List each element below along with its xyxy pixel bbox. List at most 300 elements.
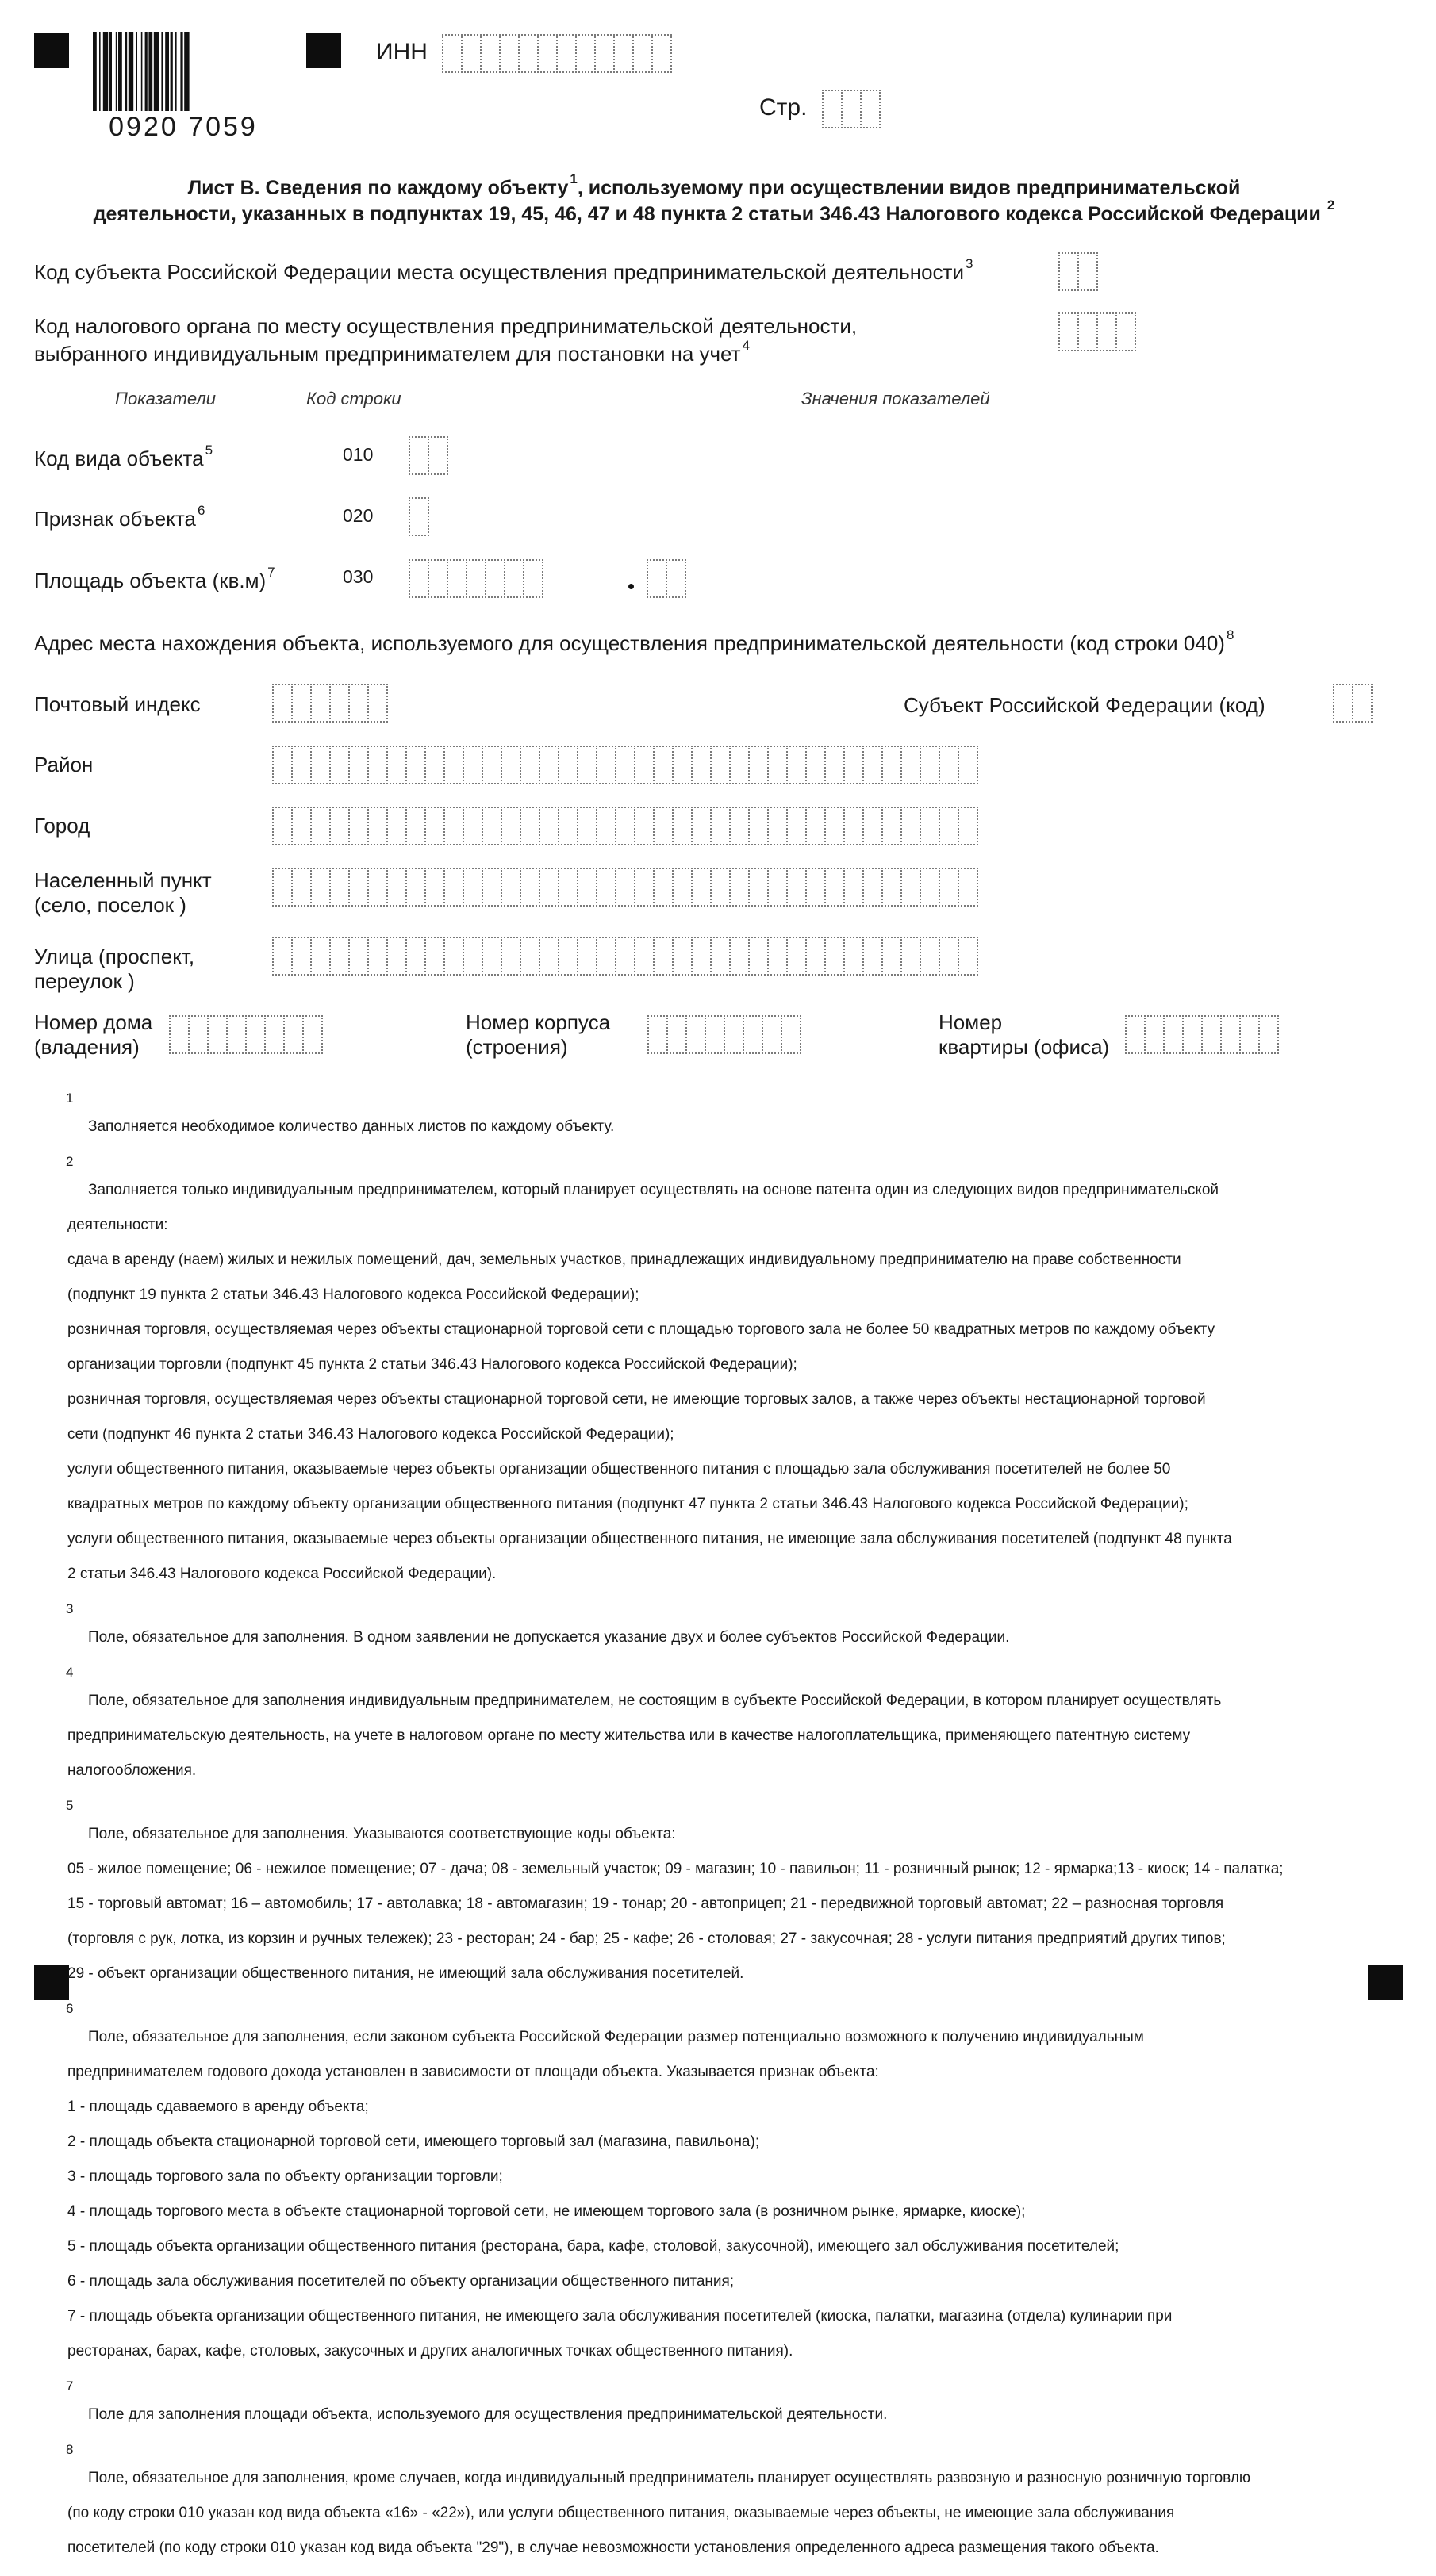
- input-cell[interactable]: [501, 868, 521, 907]
- input-cell[interactable]: [920, 937, 940, 976]
- inn-label: ИНН: [376, 39, 428, 65]
- building-number-label: Номер корпуса (строения): [466, 1010, 611, 1059]
- input-cell[interactable]: [501, 746, 521, 784]
- input-cell[interactable]: [958, 746, 978, 784]
- input-cell[interactable]: [805, 746, 826, 784]
- postal-index-cells[interactable]: [272, 684, 386, 723]
- barcode-bar: [154, 32, 159, 111]
- input-cell[interactable]: [824, 868, 845, 907]
- footnote-number: 1: [66, 1091, 74, 1106]
- input-cell[interactable]: [329, 868, 350, 907]
- input-cell[interactable]: [1220, 1015, 1241, 1054]
- footnote: [66, 2001, 1408, 2378]
- input-cell[interactable]: [520, 807, 540, 845]
- input-cell[interactable]: [169, 1015, 190, 1054]
- input-cell[interactable]: [1058, 312, 1079, 351]
- address-region-label: Субъект Российской Федерации (код): [904, 693, 1265, 717]
- input-cell[interactable]: [443, 746, 464, 784]
- footnote: [66, 1601, 1408, 1664]
- region-code-cells[interactable]: [1058, 252, 1096, 291]
- input-cell[interactable]: [348, 746, 369, 784]
- footnotes: [66, 1091, 1408, 2576]
- input-cell[interactable]: [386, 937, 407, 976]
- input-cell[interactable]: [672, 868, 693, 907]
- input-cell[interactable]: [596, 937, 616, 976]
- input-cell[interactable]: [786, 746, 807, 784]
- settlement-cells[interactable]: [272, 868, 977, 907]
- input-cell[interactable]: [501, 807, 521, 845]
- input-cell[interactable]: [841, 90, 862, 128]
- input-cell[interactable]: [1352, 684, 1373, 723]
- input-cell[interactable]: [310, 937, 331, 976]
- input-cell[interactable]: [539, 937, 559, 976]
- input-cell[interactable]: [226, 1015, 247, 1054]
- input-cell[interactable]: [805, 807, 826, 845]
- footnote-text: Поле, обязательное для заполнения индивидуальным предпринимателем, не состоящим в субъекте Российской Федерации, в котором планирует осуществлять предпринимательскую деятельность, на учете в налоговом органе по месту жительства или в качестве налогоплательщика, применяющего патентную систему налогообложения.: [67, 1692, 1222, 1779]
- footnote: [66, 1154, 1408, 1600]
- street-cells[interactable]: [272, 937, 977, 976]
- barcode-bar: [180, 32, 182, 111]
- input-cell[interactable]: [575, 34, 596, 73]
- input-cell[interactable]: [647, 559, 667, 598]
- barcode-bar: [184, 32, 189, 111]
- input-cell[interactable]: [647, 1015, 668, 1054]
- input-cell[interactable]: [691, 937, 712, 976]
- input-cell[interactable]: [634, 937, 655, 976]
- input-cell[interactable]: [367, 746, 388, 784]
- input-cell[interactable]: [463, 868, 483, 907]
- input-cell[interactable]: [613, 34, 634, 73]
- input-cell[interactable]: [862, 807, 883, 845]
- input-cell[interactable]: [577, 868, 597, 907]
- input-cell[interactable]: [348, 937, 369, 976]
- input-cell[interactable]: [939, 937, 959, 976]
- object-type-cells[interactable]: [409, 436, 447, 475]
- input-cell[interactable]: [537, 34, 558, 73]
- barcode-bar: [145, 32, 148, 111]
- input-cell[interactable]: [805, 868, 826, 907]
- input-cell[interactable]: [1258, 1015, 1279, 1054]
- input-cell[interactable]: [786, 937, 807, 976]
- object-area-code: 030: [343, 566, 374, 587]
- input-cell[interactable]: [920, 807, 940, 845]
- input-cell[interactable]: [805, 937, 826, 976]
- object-sign-cells[interactable]: [409, 497, 428, 536]
- input-cell[interactable]: [310, 684, 331, 723]
- input-cell[interactable]: [424, 868, 445, 907]
- postal-index-label: Почтовый индекс: [34, 692, 201, 716]
- footnote-text: Поле, обязательное для заполнения, кроме случаев, когда индивидуальный предприниматель планирует осуществлять развозную и разносную розничную торговлю (по коду строки 010 указан код вида объекта «16» - «22»), или услуги общественного питания, оказываемые через объекты, не имеющие зала обслуживания посетителей (по коду строки 010 указан код вида объекта "29"), в случае невозможности установления определенного адреса размещения такого объекта.: [67, 2470, 1251, 2556]
- input-cell[interactable]: [485, 559, 505, 598]
- input-cell[interactable]: [272, 684, 293, 723]
- input-cell[interactable]: [329, 937, 350, 976]
- input-cell[interactable]: [729, 868, 750, 907]
- input-cell[interactable]: [615, 868, 635, 907]
- input-cell[interactable]: [958, 807, 978, 845]
- input-cell[interactable]: [424, 746, 445, 784]
- input-cell[interactable]: [672, 807, 693, 845]
- input-cell[interactable]: [499, 34, 520, 73]
- input-cell[interactable]: [710, 937, 731, 976]
- input-cell[interactable]: [329, 807, 350, 845]
- input-cell[interactable]: [463, 937, 483, 976]
- address-heading: Адрес места нахождения объекта, используемого для осуществления предпринимательской деятельности (код строки 040) $^8$: [34, 627, 1234, 655]
- input-cell[interactable]: [409, 436, 429, 475]
- input-cell[interactable]: [348, 807, 369, 845]
- inn-cells[interactable]: [442, 34, 670, 73]
- city-cells[interactable]: [272, 807, 977, 845]
- input-cell[interactable]: [634, 868, 655, 907]
- input-cell[interactable]: [920, 746, 940, 784]
- input-cell[interactable]: [1239, 1015, 1260, 1054]
- input-cell[interactable]: [405, 746, 426, 784]
- input-cell[interactable]: [367, 868, 388, 907]
- line-code-header: Код строки: [306, 389, 401, 408]
- district-label: Район: [34, 753, 94, 776]
- input-cell[interactable]: [539, 807, 559, 845]
- input-cell[interactable]: [843, 746, 864, 784]
- barcode-bar: [148, 32, 152, 111]
- page-label: Стр.: [759, 94, 808, 121]
- footnote-number: 7: [66, 2379, 74, 2394]
- input-cell[interactable]: [634, 746, 655, 784]
- input-cell[interactable]: [443, 807, 464, 845]
- barcode: [93, 32, 274, 140]
- input-cell[interactable]: [272, 746, 293, 784]
- barcode-bar: [141, 32, 143, 111]
- input-cell[interactable]: [672, 746, 693, 784]
- input-cell[interactable]: [743, 1015, 763, 1054]
- input-cell[interactable]: [577, 807, 597, 845]
- footnote-text: Заполняется необходимое количество данных листов по каждому объекту.: [88, 1118, 615, 1135]
- footnote-text: Поле, обязательное для заполнения, если законом субъекта Российской Федерации размер потенциально возможного к получению индивидуальным предпринимателем годового дохода установлен в зависимости от площади объекта. Указывается признак объекта: 1 - площадь сдаваемого в аренду объекта; 2 - площадь объекта стационарной торговой сети, имеющего торговый зал (магазина, павильона); 3 - площадь торгового зала по объекту организации торговли; 4 - площадь торгового места в объекте стационарной торговой сети, не имеющем торгового зала (в розничном рынке, ярмарке, киоске); 5 - площадь объекта организации общественного питания (ресторана, бара, кафе, столовой, закусочной), имеющего зал обслуживания посетителей; 6 - площадь зала обслуживания посетителей по объекту организации общественного питания; 7 - площадь объекта организации общественного питания, не имеющего зала обслуживания посетителей (киоска, палатки, магазина (отдела) кулинарии при ресторанах, барах, кафе, столовых, закусочных и других аналогичных точках общественного питания).: [67, 2029, 1173, 2359]
- input-cell[interactable]: [596, 868, 616, 907]
- input-cell[interactable]: [596, 746, 616, 784]
- input-cell[interactable]: [781, 1015, 801, 1054]
- input-cell[interactable]: [302, 1015, 323, 1054]
- input-cell[interactable]: [710, 807, 731, 845]
- input-cell[interactable]: [443, 868, 464, 907]
- barcode-bar: [165, 32, 169, 111]
- barcode-bar: [93, 32, 97, 111]
- input-cell[interactable]: [207, 1015, 228, 1054]
- input-cell[interactable]: [264, 1015, 285, 1054]
- values-header: Значения показателей: [801, 389, 990, 408]
- input-cell[interactable]: [310, 807, 331, 845]
- input-cell[interactable]: [767, 868, 788, 907]
- input-cell[interactable]: [520, 868, 540, 907]
- input-cell[interactable]: [862, 868, 883, 907]
- input-cell[interactable]: [310, 746, 331, 784]
- input-cell[interactable]: [272, 868, 293, 907]
- input-cell[interactable]: [577, 937, 597, 976]
- input-cell[interactable]: [710, 746, 731, 784]
- input-cell[interactable]: [386, 868, 407, 907]
- input-cell[interactable]: [653, 937, 674, 976]
- input-cell[interactable]: [405, 937, 426, 976]
- input-cell[interactable]: [860, 90, 881, 128]
- input-cell[interactable]: [291, 684, 312, 723]
- input-cell[interactable]: [447, 559, 467, 598]
- corner-marker-bottom-left: [34, 1965, 69, 2000]
- barcode-bars: [93, 32, 274, 111]
- input-cell[interactable]: [881, 868, 902, 907]
- input-cell[interactable]: [424, 807, 445, 845]
- building-number-cells[interactable]: [647, 1015, 800, 1054]
- input-cell[interactable]: [939, 807, 959, 845]
- input-cell[interactable]: [367, 684, 388, 723]
- input-cell[interactable]: [843, 807, 864, 845]
- input-cell[interactable]: [672, 937, 693, 976]
- input-cell[interactable]: [748, 807, 769, 845]
- input-cell[interactable]: [558, 807, 578, 845]
- apartment-number-label: Номер квартиры (офиса): [939, 1010, 1110, 1059]
- input-cell[interactable]: [710, 868, 731, 907]
- input-cell[interactable]: [428, 559, 448, 598]
- input-cell[interactable]: [939, 868, 959, 907]
- input-cell[interactable]: [748, 937, 769, 976]
- footnote-text: Поле, обязательное для заполнения. Указываются соответствующие коды объекта: 05 - жилое помещение; 06 - нежилое помещение; 07 - дача; 08 - земельный участок; 09 - магазин; 10 - павильон; 11 - розничный рынок; 12 - ярмарка;13 - киоск; 14 - палатка; 15 - торговый автомат; 16 – автомобиль; 17 - автолавка; 18 - автомагазин; 19 - тонар; 20 - автоприцеп; 21 - передвижной торговый автомат; 22 – разносная торговля (торговля с рук, лотка, из корзин и ручных тележек); 23 - ресторан; 24 - бар; 25 - кафе; 26 - столовая; 27 - закусочная; 28 - услуги питания предприятий других типов; 29 - объект организации общественного питания, не имеющий зала обслуживания посетителей.: [67, 1826, 1284, 1982]
- input-cell[interactable]: [1125, 1015, 1146, 1054]
- input-cell[interactable]: [651, 34, 672, 73]
- input-cell[interactable]: [767, 937, 788, 976]
- footnote-text: Поле, обязательное для заполнения. В одном заявлении не допускается указание двух и более субъектов Российской Федерации.: [88, 1629, 1010, 1646]
- barcode-number: 0920 7059: [109, 112, 258, 142]
- input-cell[interactable]: [691, 746, 712, 784]
- input-cell[interactable]: [539, 868, 559, 907]
- input-cell[interactable]: [291, 746, 312, 784]
- footnote-number: 8: [66, 2442, 74, 2457]
- input-cell[interactable]: [634, 807, 655, 845]
- input-cell[interactable]: [881, 807, 902, 845]
- input-cell[interactable]: [691, 868, 712, 907]
- input-cell[interactable]: [409, 497, 429, 536]
- input-cell[interactable]: [329, 746, 350, 784]
- input-cell[interactable]: [666, 559, 686, 598]
- tax-authority-label-line1: Код налогового органа по месту осуществления предпринимательской деятельности,: [34, 314, 858, 338]
- input-cell[interactable]: [245, 1015, 266, 1054]
- input-cell[interactable]: [367, 937, 388, 976]
- settlement-label: Населенный пункт (село, поселок ): [34, 868, 212, 917]
- footnote: [66, 1665, 1408, 1797]
- input-cell[interactable]: [653, 868, 674, 907]
- input-cell[interactable]: [310, 868, 331, 907]
- input-cell[interactable]: [843, 937, 864, 976]
- input-cell[interactable]: [653, 807, 674, 845]
- input-cell[interactable]: [1144, 1015, 1165, 1054]
- footnote-text: Заполняется только индивидуальным предпринимателем, который планирует осуществлять на основе патента один из следующих видов предпринимательской деятельности: сдача в аренду (наем) жилых и нежилых помещений, дач, земельных участков, принадлежащих индивидуальному предпринимателю на праве собственности (подпункт 19 пункта 2 статьи 346.43 Налогового кодекса Российской Федерации); розничная торговля, осуществляемая через объекты стационарной торговой сети с площадью торгового зала не более 50 квадратных метров по каждому объекту организации торговли (подпункт 45 пункта 2 статьи 346.43 Налогового кодекса Российской Федерации); розничная торговля, осуществляемая через объекты стационарной торговой сети, не имеющие торговых залов, а также через объекты нестационарной торговой сети (подпункт 46 пункта 2 статьи 346.43 Налогового кодекса Российской Федерации); услуги общественного питания, оказываемые через объекты организации общественного питания с площадью зала обслуживания посетителей не более 50 квадратных метров по каждому объекту организации общественного питания (подпункт 47 пункта 2 статьи 346.43 Налогового кодекса Российской Федерации); услуги общественного питания, оказываемые через объекты организации общественного питания, не имеющие зала обслуживания посетителей (подпункт 48 пункта 2 статьи 346.43 Налогового кодекса Российской Федерации).: [67, 1182, 1232, 1582]
- input-cell[interactable]: [748, 746, 769, 784]
- input-cell[interactable]: [691, 807, 712, 845]
- footnote-number: 6: [66, 2001, 74, 2016]
- input-cell[interactable]: [461, 34, 482, 73]
- input-cell[interactable]: [786, 807, 807, 845]
- barcode-bar: [99, 32, 101, 111]
- tax-authority-cells[interactable]: [1058, 312, 1135, 351]
- input-cell[interactable]: [558, 868, 578, 907]
- tax-authority-label-line2: выбранного индивидуальным предпринимателем для постановки на учет $^4$: [34, 338, 751, 366]
- input-cell[interactable]: [615, 807, 635, 845]
- input-cell[interactable]: [504, 559, 524, 598]
- input-cell[interactable]: [329, 684, 350, 723]
- input-cell[interactable]: [958, 937, 978, 976]
- input-cell[interactable]: [596, 807, 616, 845]
- input-cell[interactable]: [822, 90, 843, 128]
- input-cell[interactable]: [748, 868, 769, 907]
- input-cell[interactable]: [442, 34, 463, 73]
- barcode-bar: [103, 32, 108, 111]
- barcode-bar: [171, 32, 173, 111]
- input-cell[interactable]: [1182, 1015, 1203, 1054]
- indicators-header: Показатели: [115, 389, 217, 408]
- input-cell[interactable]: [463, 807, 483, 845]
- object-area-label: Площадь объекта (кв.м) $^7$: [34, 565, 275, 592]
- object-sign-code: 020: [343, 505, 374, 526]
- input-cell[interactable]: [762, 1015, 782, 1054]
- input-cell[interactable]: [705, 1015, 725, 1054]
- input-cell[interactable]: [283, 1015, 304, 1054]
- input-cell[interactable]: [577, 746, 597, 784]
- address-region-cells[interactable]: [1333, 684, 1371, 723]
- barcode-bar: [136, 32, 137, 111]
- input-cell[interactable]: [556, 34, 577, 73]
- input-cell[interactable]: [520, 937, 540, 976]
- input-cell[interactable]: [900, 937, 921, 976]
- input-cell[interactable]: [862, 746, 883, 784]
- decimal-point: [628, 584, 634, 589]
- input-cell[interactable]: [367, 807, 388, 845]
- input-cell[interactable]: [480, 34, 501, 73]
- input-cell[interactable]: [482, 937, 502, 976]
- barcode-bar: [125, 32, 127, 111]
- input-cell[interactable]: [729, 746, 750, 784]
- input-cell[interactable]: [291, 807, 312, 845]
- house-number-cells[interactable]: [169, 1015, 321, 1054]
- footnote-number: 4: [66, 1665, 74, 1680]
- input-cell[interactable]: [1115, 312, 1136, 351]
- input-cell[interactable]: [824, 807, 845, 845]
- input-cell[interactable]: [386, 807, 407, 845]
- input-cell[interactable]: [724, 1015, 744, 1054]
- input-cell[interactable]: [272, 937, 293, 976]
- input-cell[interactable]: [1163, 1015, 1184, 1054]
- input-cell[interactable]: [424, 937, 445, 976]
- input-cell[interactable]: [862, 937, 883, 976]
- input-cell[interactable]: [767, 807, 788, 845]
- input-cell[interactable]: [824, 937, 845, 976]
- input-cell[interactable]: [958, 868, 978, 907]
- input-cell[interactable]: [594, 34, 615, 73]
- input-cell[interactable]: [405, 868, 426, 907]
- input-cell[interactable]: [767, 746, 788, 784]
- object-area-decimal-cells[interactable]: [647, 559, 685, 598]
- page-cells[interactable]: [822, 90, 879, 128]
- footnote-number: 2: [66, 1154, 74, 1169]
- footnote: [66, 1798, 1408, 2000]
- input-cell[interactable]: [188, 1015, 209, 1054]
- sheet-title: Лист В. Сведения по каждому объекту $^1$, используемому при осуществлении видов предпринимательской деятельности, указанных в подпунктах 19, 45, 46, 47 и 48 пункта 2 статьи 346.43 Налогового кодекса Российской Федерации $^2$: [93, 171, 1335, 225]
- input-cell[interactable]: [428, 436, 448, 475]
- input-cell[interactable]: [463, 746, 483, 784]
- input-cell[interactable]: [1058, 252, 1079, 291]
- input-cell[interactable]: [539, 746, 559, 784]
- input-cell[interactable]: [786, 868, 807, 907]
- input-cell[interactable]: [1077, 252, 1098, 291]
- input-cell[interactable]: [900, 746, 921, 784]
- input-cell[interactable]: [558, 937, 578, 976]
- input-cell[interactable]: [501, 937, 521, 976]
- street-label: Улица (проспект, переулок ): [34, 945, 195, 993]
- footnote: [66, 1091, 1408, 1153]
- footnote-number: 5: [66, 1798, 74, 1813]
- barcode-bar: [129, 32, 133, 111]
- barcode-bar: [109, 32, 112, 111]
- house-number-label: Номер дома (владения): [34, 1010, 153, 1059]
- input-cell[interactable]: [881, 937, 902, 976]
- input-cell[interactable]: [653, 746, 674, 784]
- input-cell[interactable]: [482, 807, 502, 845]
- input-cell[interactable]: [615, 937, 635, 976]
- input-cell[interactable]: [881, 746, 902, 784]
- input-cell[interactable]: [900, 868, 921, 907]
- input-cell[interactable]: [632, 34, 653, 73]
- input-cell[interactable]: [348, 684, 369, 723]
- district-cells[interactable]: [272, 746, 977, 784]
- input-cell[interactable]: [729, 937, 750, 976]
- input-cell[interactable]: [729, 807, 750, 845]
- object-area-integer-cells[interactable]: [409, 559, 542, 598]
- region-code-label: Код субъекта Российской Федерации места осуществления предпринимательской деятельности $^3$: [34, 256, 973, 284]
- barcode-bar: [175, 32, 177, 111]
- input-cell[interactable]: [1077, 312, 1098, 351]
- input-cell[interactable]: [1201, 1015, 1222, 1054]
- input-cell[interactable]: [843, 868, 864, 907]
- input-cell[interactable]: [466, 559, 486, 598]
- input-cell[interactable]: [348, 868, 369, 907]
- input-cell[interactable]: [409, 559, 429, 598]
- input-cell[interactable]: [523, 559, 543, 598]
- input-cell[interactable]: [1096, 312, 1117, 351]
- barcode-bar: [116, 32, 117, 111]
- input-cell[interactable]: [1333, 684, 1353, 723]
- input-cell[interactable]: [666, 1015, 687, 1054]
- input-cell[interactable]: [272, 807, 293, 845]
- input-cell[interactable]: [482, 868, 502, 907]
- input-cell[interactable]: [518, 34, 539, 73]
- input-cell[interactable]: [405, 807, 426, 845]
- input-cell[interactable]: [482, 746, 502, 784]
- input-cell[interactable]: [920, 868, 940, 907]
- footnote-number: 3: [66, 1601, 74, 1616]
- input-cell[interactable]: [939, 746, 959, 784]
- input-cell[interactable]: [520, 746, 540, 784]
- input-cell[interactable]: [615, 746, 635, 784]
- input-cell[interactable]: [291, 937, 312, 976]
- corner-marker-top-left: [34, 33, 69, 68]
- input-cell[interactable]: [685, 1015, 706, 1054]
- input-cell[interactable]: [900, 807, 921, 845]
- object-type-code: 010: [343, 444, 374, 465]
- footnote: [66, 2442, 1408, 2574]
- city-label: Город: [34, 814, 90, 838]
- input-cell[interactable]: [386, 746, 407, 784]
- input-cell[interactable]: [558, 746, 578, 784]
- input-cell[interactable]: [824, 746, 845, 784]
- input-cell[interactable]: [443, 937, 464, 976]
- apartment-number-cells[interactable]: [1125, 1015, 1277, 1054]
- footnote: [66, 2379, 1408, 2441]
- input-cell[interactable]: [291, 868, 312, 907]
